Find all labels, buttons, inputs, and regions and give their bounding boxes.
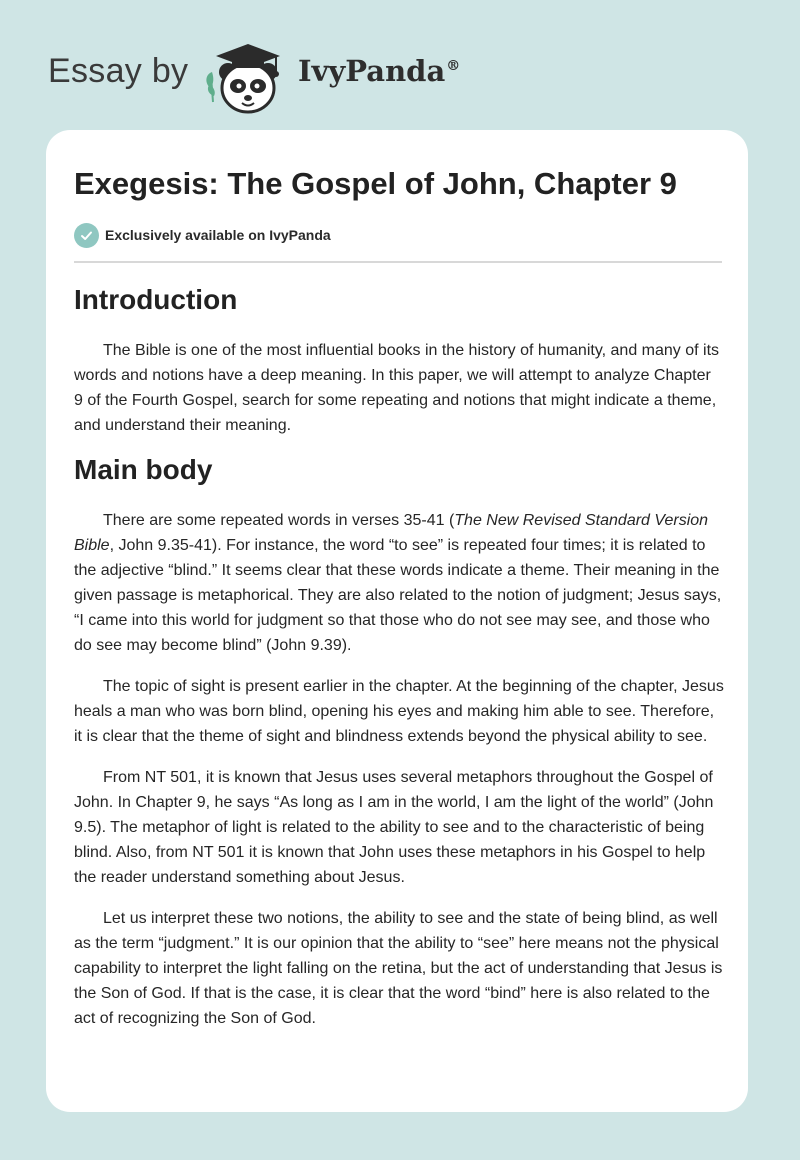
title-divider — [74, 261, 722, 263]
site-header — [48, 28, 548, 118]
section-heading-main-body: Main body — [74, 454, 213, 485]
book-title: The New Revised Standard Version Bible — [74, 512, 709, 554]
essay-by-label: Essay by — [48, 52, 189, 90]
section-heading-introduction: Introduction — [74, 284, 238, 315]
page-title: Exegesis: The Gospel of John, Chapter 9 — [74, 166, 677, 201]
introduction-paragraph: The Bible is one of the most influential books in the history of humanity, and many of its words and notions have a deep meaning. In this paper, we will attempt to analyze Chapter 9 of the Fourth Gospel, search for some repeating and notions that might indicate a theme, and understand their meaning. — [74, 342, 720, 434]
main-body-paragraph-3: From NT 501, it is known that Jesus uses several metaphors throughout the Gospel of John. In Chapter 9, he says “As long as I am in the world, I am the light of the world” (John 9.5). The metaphor of light is related to the ability to see and to the characteristic of being blind. Also, from NT 501 it is known that John uses these metaphors in his Gospel to help the reader understand something about Jesus. — [74, 769, 714, 886]
main-body-paragraph-2: The topic of sight is present earlier in the chapter. At the beginning of the chapter, Jesus heals a man who was born blind, opening his eyes and making him able to see. Therefore, it is clear that the theme of sight and blindness extends beyond the physical ability to see. — [74, 678, 724, 745]
exclusive-badge — [74, 222, 331, 248]
check-circle-icon — [74, 223, 99, 248]
main-body-paragraph-4: Let us interpret these two notions, the ability to see and the state of being blind, as well as the term “judgment.” It is our opinion that the ability to “see” here means not the physical capability to interpret the light falling on the retina, but the act of understanding that Jesus is the Son of God. If that is the case, it is clear that the word “bind” here is also related to the act of recognizing the Son of God. — [74, 910, 723, 1027]
essay-card — [46, 130, 748, 1112]
brand-name[interactable]: IvyPanda® — [298, 54, 461, 88]
exclusive-badge-text: Exclusively available on IvyPanda — [105, 227, 331, 243]
main-body-paragraph-1: There are some repeated words in verses 35-41 (The New Revised Standard Version Bible, John 9.35-41). For instance, the word “to see” is repeated four times; it is related to the adjective “blind.” It seems clear that these words indicate a theme. Their meaning in the given passage is metaphorical. They are also related to the notion of judgment; Jesus says, “I came into this world for judgment so that those who do not see may see, and those who do see may become blind” (John 9.39). — [74, 512, 722, 654]
essay-body — [74, 280, 724, 1031]
panda-graduate-logo-icon[interactable] — [202, 36, 294, 118]
